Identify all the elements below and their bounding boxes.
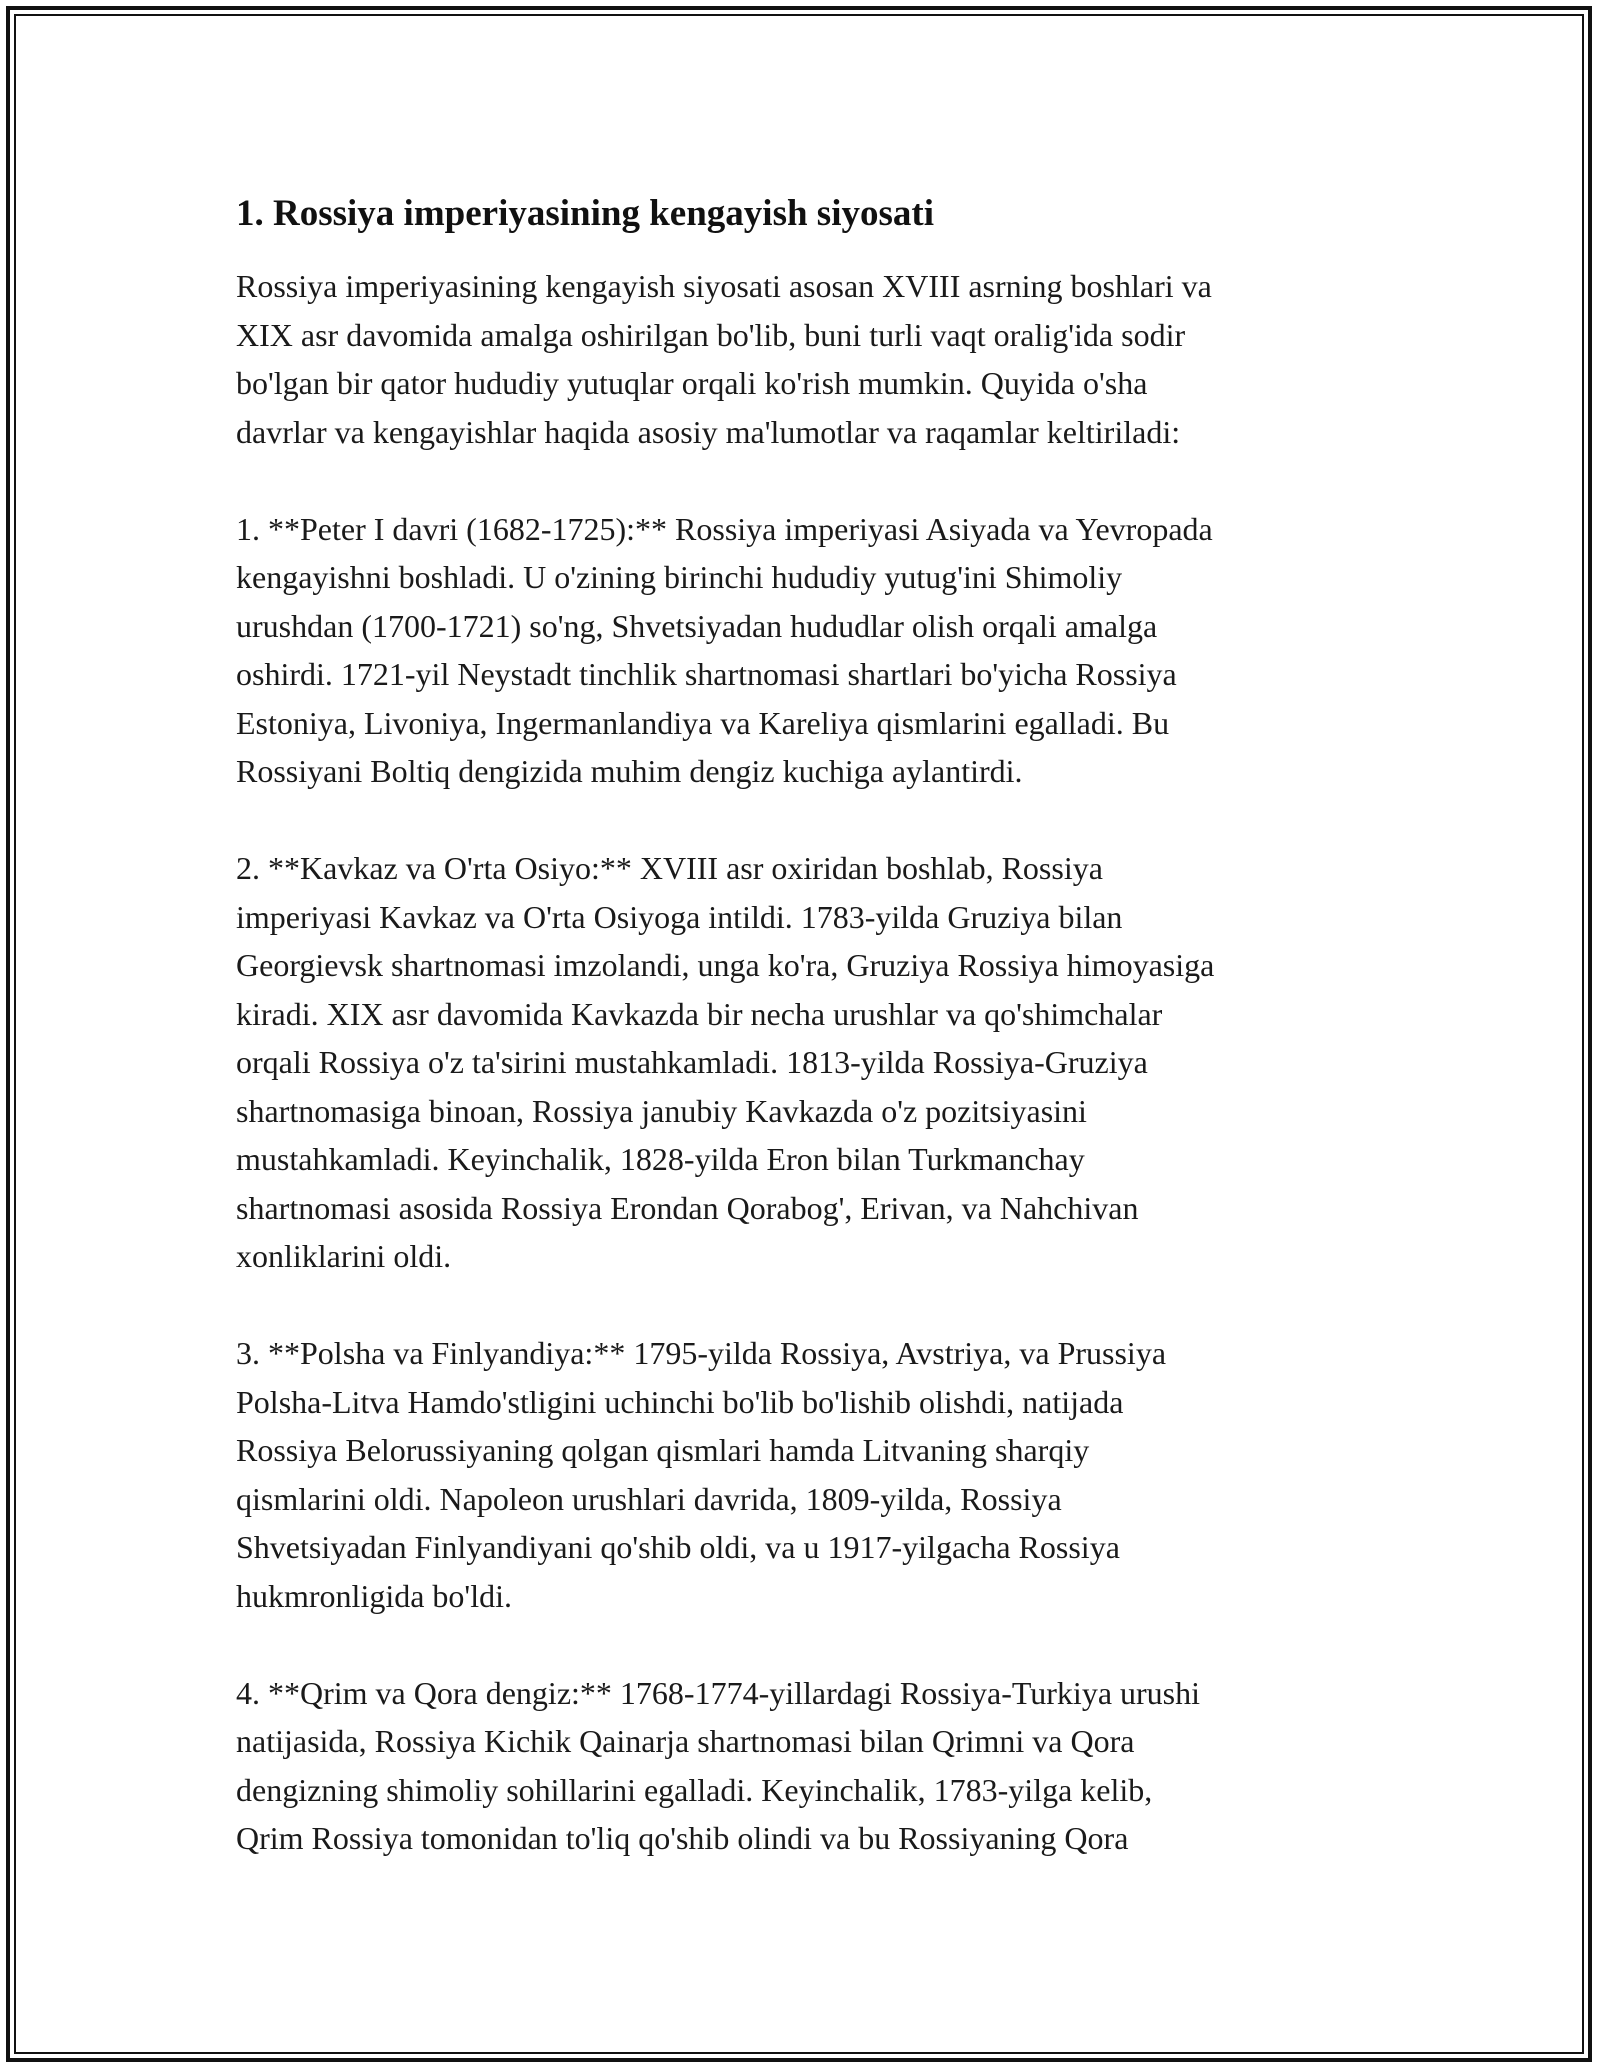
list-item-kavkaz [236, 844, 1386, 1281]
text-line: davrlar va kengayishlar haqida asosiy ma'lumotlar va raqamlar keltiriladi: [236, 413, 1181, 450]
text-line: Rossiya Belorussiyaning qolgan qismlari hamda Litvaning sharqiy [236, 1432, 1090, 1468]
list-item-peter-i [236, 505, 1386, 796]
text-line: shartnomasiga binoan, Rossiya janubiy Kavkazda o'z pozitsiyasini [236, 1092, 1087, 1129]
text-line: dengizning shimoliy sohillarini egalladi. Keyinchalik, 1783-yilga kelib, [236, 1771, 1153, 1808]
text-line: hukmronligida bo'ldi. [236, 1577, 512, 1614]
text-line: oshirdi. 1721-yil Neystadt tinchlik shartnomasi shartlari bo'yicha Rossiya [236, 656, 1177, 692]
text-line: xonliklarini oldi. [236, 1238, 452, 1274]
intro-paragraph [236, 262, 1386, 456]
text-line: Rossiyani Boltiq dengizida muhim dengiz kuchiga aylantirdi. [236, 753, 1023, 789]
text-line: kiradi. XIX asr davomida Kavkazda bir necha urushlar va qo'shimchalar [236, 995, 1163, 1032]
text-line: shartnomasi asosida Rossiya Erondan Qorabog', Erivan, va Nahchivan [236, 1189, 1139, 1226]
list-item-qrim [236, 1669, 1386, 1863]
text-line: 3. **Polsha va Finlyandiya:** 1795-yilda Rossiya, Avstriya, va Prussiya [236, 1335, 1167, 1371]
text-line: 2. **Kavkaz va O'rta Osiyo:** XVIII asr oxiridan boshlab, Rossiya [236, 850, 1103, 886]
list-item-polsha [236, 1329, 1386, 1620]
text-line: Qrim Rossiya tomonidan to'liq qo'shib olindi va bu Rossiyaning Qora [236, 1820, 1129, 1856]
text-line: XIX asr davomida amalga oshirilgan bo'lib, buni turli vaqt oralig'ida sodir [236, 316, 1186, 353]
text-line: qismlarini oldi. Napoleon urushlari davrida, 1809-yilda, Rossiya [236, 1480, 1062, 1517]
text-line: Rossiya imperiyasining kengayish siyosati asosan XVIII asrning boshlari va [236, 268, 1212, 304]
text-line: urushdan (1700-1721) so'ng, Shvetsiyadan hududlar olish orqali amalga [236, 607, 1158, 644]
document-body [236, 186, 1386, 1911]
text-line: Georgievsk shartnomasi imzolandi, unga ko'ra, Gruziya Rossiya himoyasiga [236, 947, 1215, 983]
text-line: natijasida, Rossiya Kichik Qainarja shartnomasi bilan Qrimni va Qora [236, 1723, 1135, 1759]
text-line: orqali Rossiya o'z ta'sirini mustahkamladi. 1813-yilda Rossiya-Gruziya [236, 1044, 1148, 1080]
text-line: Estoniya, Livoniya, Ingermanlandiya va Kareliya qismlarini egalladi. Bu [236, 704, 1170, 741]
text-line: bo'lgan bir qator hududiy yutuqlar orqali ko'rish mumkin. Quyida o'sha [236, 365, 1148, 401]
text-line: imperiyasi Kavkaz va O'rta Osiyoga intildi. 1783-yilda Gruziya bilan [236, 898, 1123, 935]
text-line: Polsha-Litva Hamdo'stligini uchinchi bo'lib bo'lishib olishdi, natijada [236, 1383, 1124, 1420]
text-line: Shvetsiyadan Finlyandiyani qo'shib oldi, va u 1917-yilgacha Rossiya [236, 1529, 1120, 1565]
text-line: 4. **Qrim va Qora dengiz:** 1768-1774-yillardagi Rossiya-Turkiya urushi [236, 1674, 1201, 1711]
text-line: kengayishni boshladi. U o'zining birinchi hududiy yutug'ini Shimoliy [236, 559, 1123, 595]
text-line: mustahkamladi. Keyinchalik, 1828-yilda Eron bilan Turkmanchay [236, 1141, 1085, 1177]
section-heading: 1. Rossiya imperiyasining kengayish siyosati [236, 193, 934, 234]
text-line: 1. **Peter I davri (1682-1725):** Rossiya imperiyasi Asiyada va Yevropada [236, 510, 1213, 547]
